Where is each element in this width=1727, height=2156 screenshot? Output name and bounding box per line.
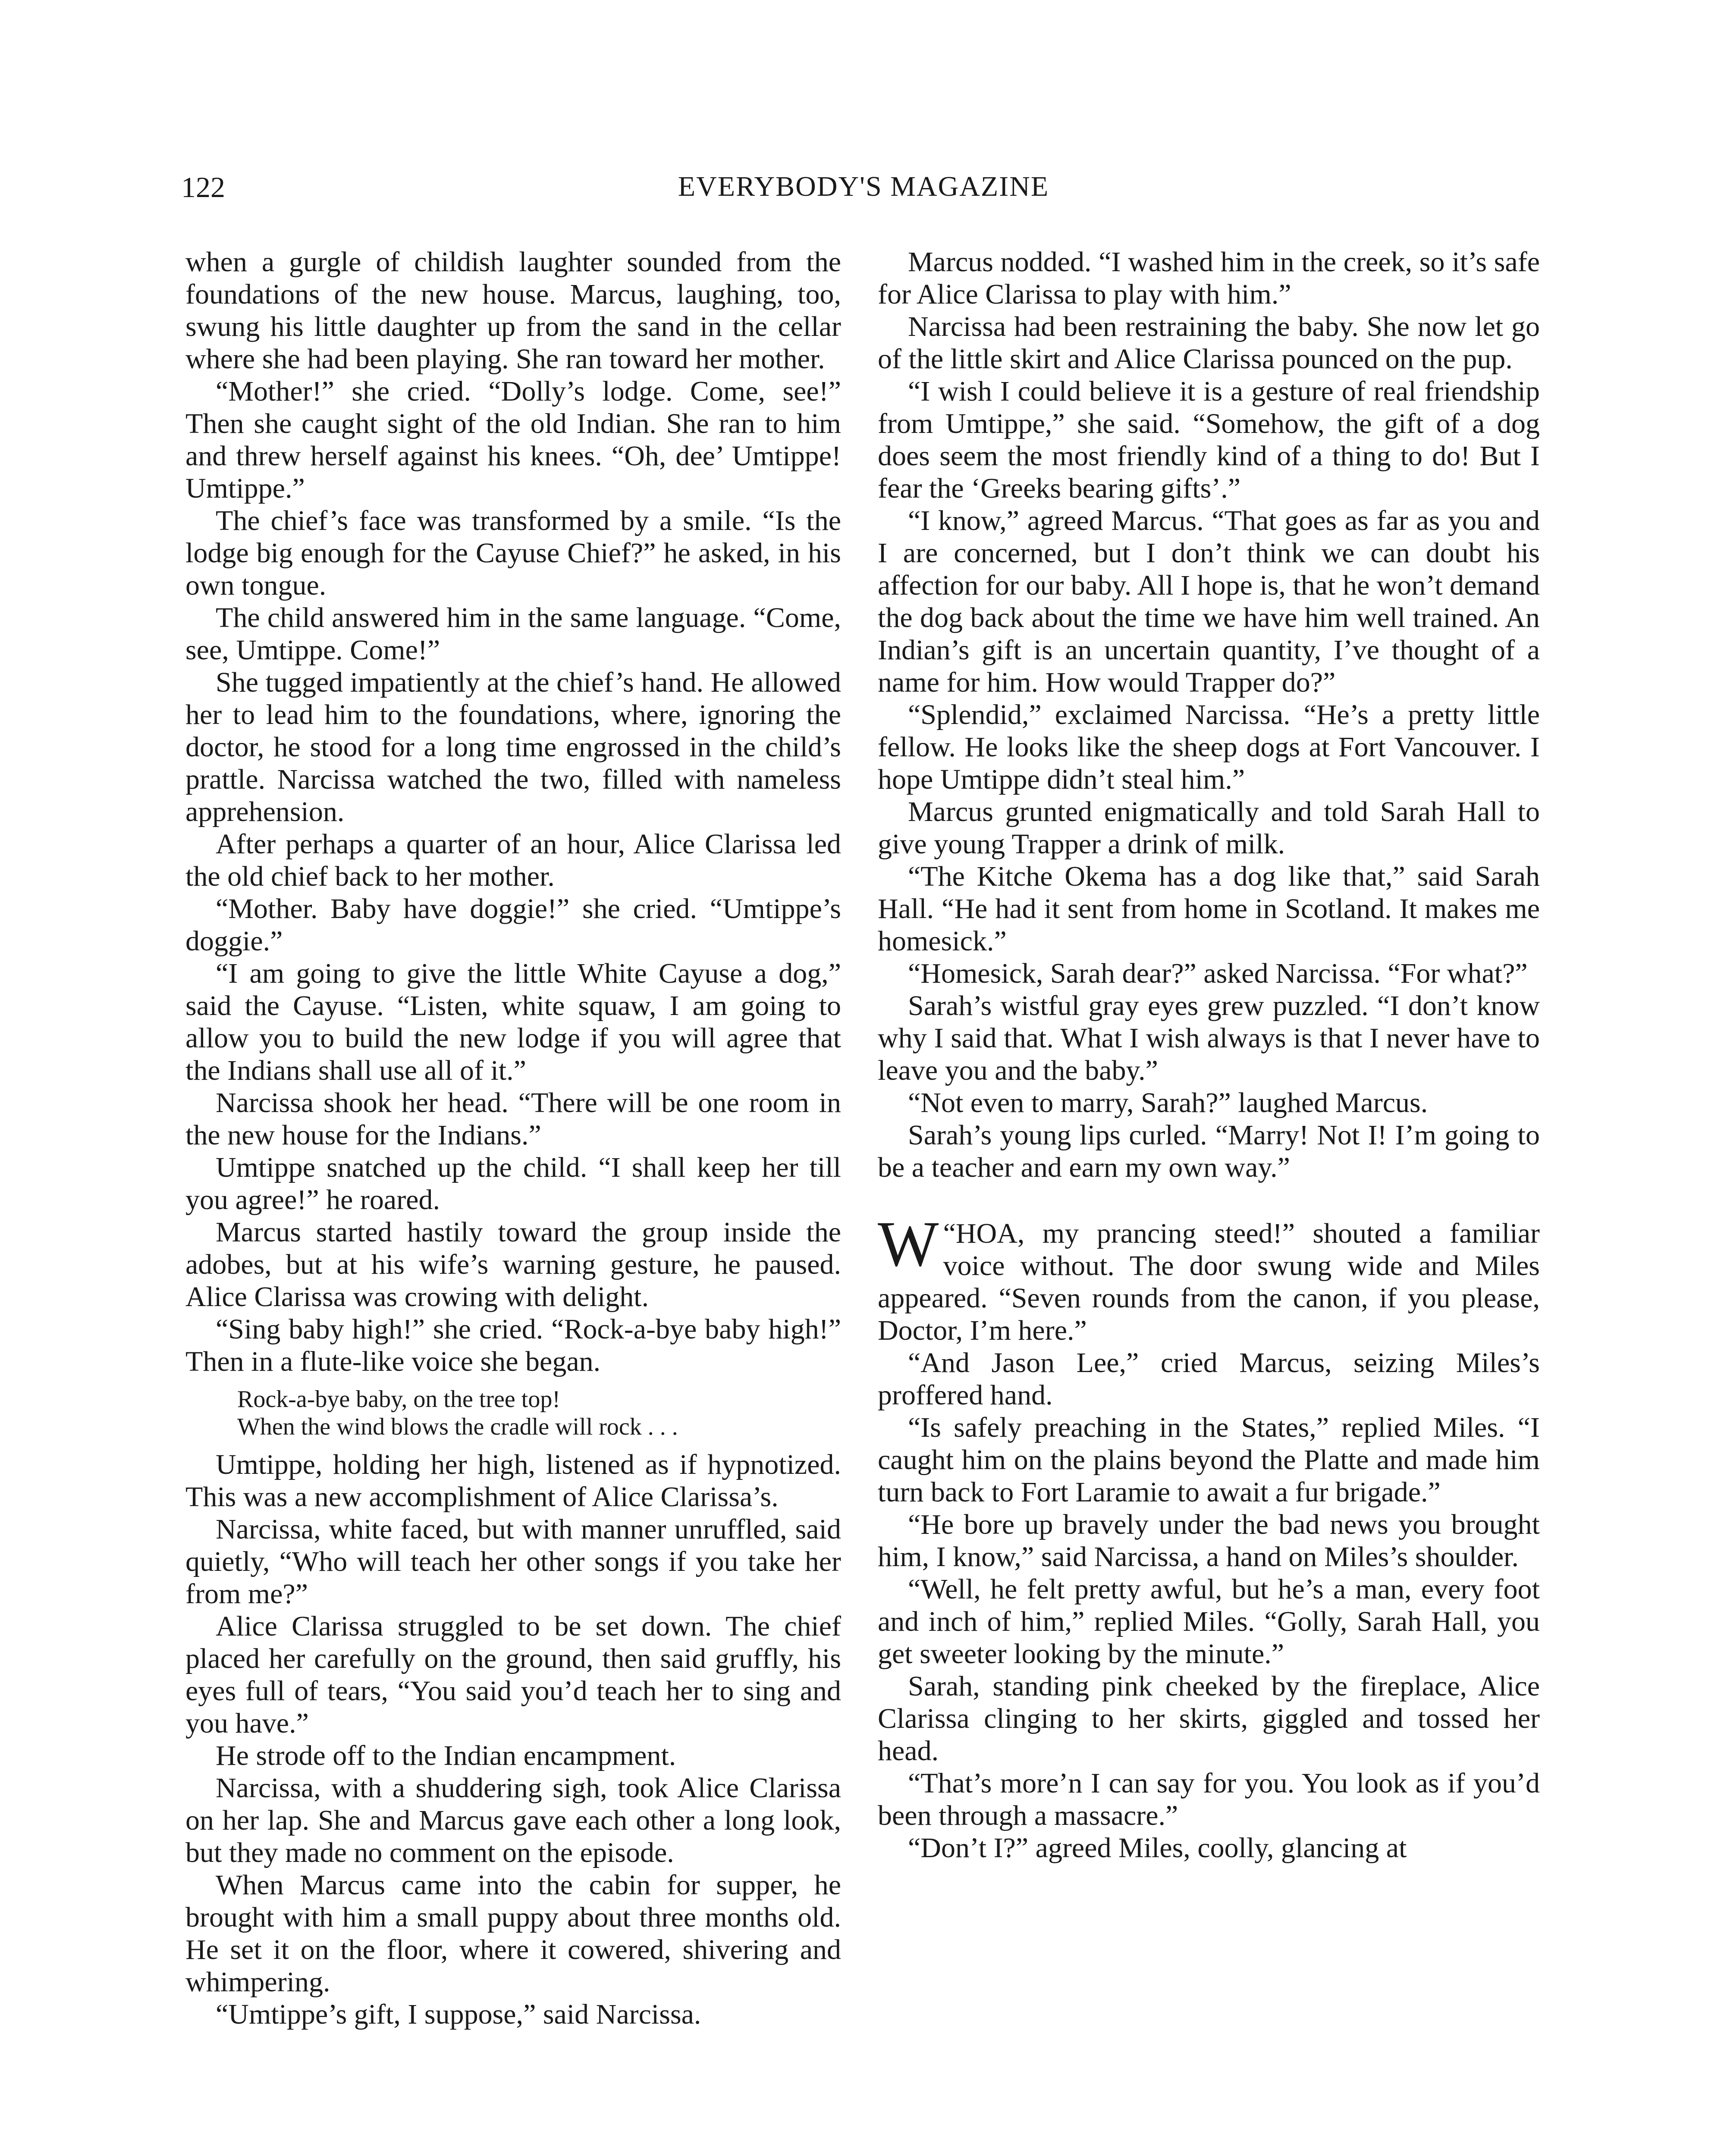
verse-block: [237, 1385, 841, 1441]
paragraph: “I am going to give the little White Cayuse a dog,” said the Cayuse. “Listen, white squaw, I am going to allow you to build the new lodge if you will agree that the Indians shall use all of it.”: [185, 958, 841, 1086]
paragraph: Sarah, standing pink cheeked by the fireplace, Alice Clarissa clinging to her skirts, giggled and tossed her head.: [878, 1670, 1540, 1767]
paragraph: “Homesick, Sarah dear?” asked Narcissa. “For what?”: [908, 958, 1528, 989]
paragraph: “And Jason Lee,” cried Marcus, seizing Miles’s proffered hand.: [878, 1347, 1540, 1411]
paragraph: Sarah’s wistful gray eyes grew puzzled. “I don’t know why I said that. What I wish always is that I never have to leave you and the baby.”: [878, 990, 1540, 1086]
paragraph: “Splendid,” exclaimed Narcissa. “He’s a pretty little fellow. He looks like the sheep dogs at Fort Vancouver. I hope Umtippe didn’t steal him.”: [878, 699, 1540, 795]
section-opening-paragraph: [878, 1208, 1540, 1347]
paragraph: Narcissa, white faced, but with manner unruffled, said quietly, “Who will teach her other songs if you take her from me?”: [185, 1514, 841, 1610]
paragraph: Alice Clarissa struggled to be set down. The chief placed her carefully on the ground, then said gruffly, his eyes full of tears, “You said you’d teach her to sing and you have.”: [185, 1611, 841, 1739]
left-column: [185, 246, 841, 2031]
paragraph: “Umtippe’s gift, I suppose,” said Narcissa.: [216, 1999, 701, 2030]
paragraph: He strode off to the Indian encampment.: [216, 1740, 676, 1771]
page-number: 122: [181, 171, 225, 204]
paragraph: Marcus grunted enigmatically and told Sarah Hall to give young Trapper a drink of milk.: [878, 796, 1540, 860]
paragraph: Narcissa, with a shuddering sigh, took Alice Clarissa on her lap. She and Marcus gave each other a long look, but they made no comment on the episode.: [185, 1772, 841, 1868]
verse-line: Rock-a-bye baby, on the tree top!: [237, 1386, 560, 1413]
paragraph: When Marcus came into the cabin for supper, he brought with him a small puppy about three months old. He set it on the floor, where it cowered, shivering and whimpering.: [185, 1869, 841, 1998]
paragraph: Narcissa had been restraining the baby. She now let go of the little skirt and Alice Clarissa pounced on the pup.: [878, 311, 1540, 375]
paragraph: Umtippe snatched up the child. “I shall keep her till you agree!” he roared.: [185, 1152, 841, 1216]
paragraph: The chief’s face was transformed by a smile. “Is the lodge big enough for the Cayuse Chief?” he asked, in his own tongue.: [185, 505, 841, 601]
paragraph: Marcus started hastily toward the group inside the adobes, but at his wife’s warning gesture, he paused. Alice Clarissa was crowing with delight.: [185, 1216, 841, 1313]
paragraph: “Is safely preaching in the States,” replied Miles. “I caught him on the plains beyond the Platte and made him turn back to Fort Laramie to await a fur brigade.”: [878, 1412, 1540, 1508]
paragraph: “Not even to marry, Sarah?” laughed Marcus.: [908, 1087, 1428, 1119]
paragraph: “Well, he felt pretty awful, but he’s a man, every foot and inch of him,” replied Miles. “Golly, Sarah Hall, you get sweeter looking by the minute.”: [878, 1573, 1540, 1670]
paragraph: “Mother!” she cried. “Dolly’s lodge. Come, see!” Then she caught sight of the old Indian. She ran to him and threw herself against his knees. “Oh, dee’ Umtippe! Umtippe.”: [185, 376, 841, 504]
paragraph: The child answered him in the same language. “Come, see, Umtippe. Come!”: [185, 602, 841, 666]
opening-text: HOA, my prancing steed!” shouted a familiar voice without. The door swung wide and Miles appeared. “Seven rounds from the canon, if you please, Doctor, I’m here.”: [878, 1218, 1540, 1346]
right-column: [878, 246, 1540, 1864]
paragraph: Umtippe, holding her high, listened as if hypnotized. This was a new accomplishment of Alice Clarissa’s.: [185, 1449, 841, 1513]
paragraph: “That’s more’n I can say for you. You look as if you’d been through a massacre.”: [878, 1767, 1540, 1831]
paragraph: Marcus nodded. “I washed him in the creek, so it’s safe for Alice Clarissa to play with him.”: [878, 246, 1540, 310]
paragraph: “Don’t I?” agreed Miles, coolly, glancing at: [908, 1832, 1407, 1864]
paragraph: “Sing baby high!” she cried. “Rock-a-bye baby high!” Then in a flute-like voice she began.: [185, 1313, 841, 1377]
paragraph: She tugged impatiently at the chief’s hand. He allowed her to lead him to the foundations, where, ignoring the doctor, he stood for a long time engrossed in the child’s prattle. Narcissa watched the two, filled with nameless apprehension.: [185, 667, 841, 827]
paragraph: “I know,” agreed Marcus. “That goes as far as you and I are concerned, but I don’t think we can doubt his affection for our baby. All I hope is, that he won’t demand the dog back about the time we have him well trained. An Indian’s gift is an uncertain quantity, I’ve thought of a name for him. How would Trapper do?”: [878, 505, 1540, 698]
paragraph: “He bore up bravely under the bad news you brought him, I know,” said Narcissa, a hand on Miles’s shoulder.: [878, 1509, 1540, 1573]
paragraph: “Mother. Baby have doggie!” she cried. “Umtippe’s doggie.”: [185, 893, 841, 957]
paragraph: “I wish I could believe it is a gesture of real friendship from Umtippe,” she said. “Somehow, the gift of a dog does seem the most friendly kind of a thing to do! But I fear the ‘Greeks bearing gifts’.”: [878, 376, 1540, 504]
paragraph: “The Kitche Okema has a dog like that,” said Sarah Hall. “He had it sent from home in Scotland. It makes me homesick.”: [878, 861, 1540, 957]
opening-quote: “: [943, 1218, 956, 1249]
verse-line: When the wind blows the cradle will rock . . .: [237, 1413, 678, 1440]
paragraph: After perhaps a quarter of an hour, Alice Clarissa led the old chief back to her mother.: [185, 828, 841, 892]
running-head: EVERYBODY'S MAGAZINE: [678, 171, 1049, 202]
paragraph: when a gurgle of childish laughter sounded from the foundations of the new house. Marcus, laughing, too, swung his little daughter up from the sand in the cellar where she had been playing. She ran toward her mother.: [185, 246, 841, 375]
section-break: [878, 1184, 1540, 1217]
drop-cap: W: [878, 1208, 939, 1280]
paragraph: Sarah’s young lips curled. “Marry! Not I! I’m going to be a teacher and earn my own way.”: [878, 1119, 1540, 1183]
paragraph: Narcissa shook her head. “There will be one room in the new house for the Indians.”: [185, 1087, 841, 1151]
